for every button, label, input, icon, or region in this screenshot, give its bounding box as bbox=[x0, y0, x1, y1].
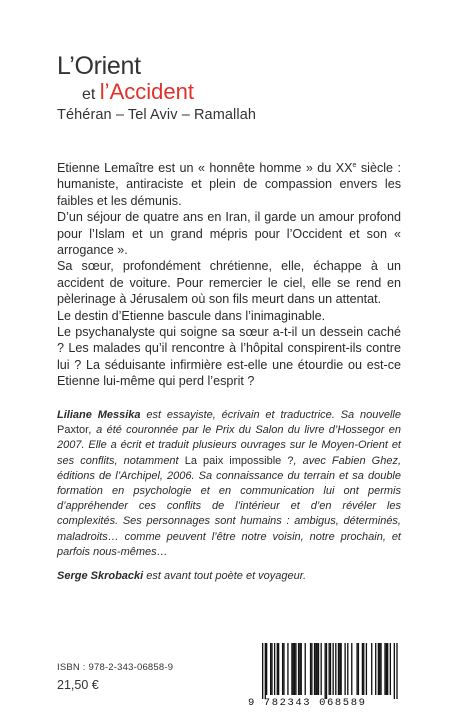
barcode-bar bbox=[283, 643, 284, 695]
barcode bbox=[248, 641, 400, 709]
barcode-bar bbox=[339, 643, 340, 695]
barcode-bar bbox=[371, 643, 372, 695]
barcode-bar bbox=[298, 643, 299, 695]
barcode-bar bbox=[329, 643, 330, 695]
barcode-bar bbox=[384, 643, 385, 695]
barcode-bar bbox=[330, 643, 331, 695]
barcode-bar bbox=[378, 643, 379, 695]
barcode-bar bbox=[332, 643, 333, 695]
author-name: Liliane Messika bbox=[57, 409, 141, 421]
synopsis-paragraph-1 bbox=[57, 160, 401, 209]
barcode-bar bbox=[318, 643, 319, 695]
book-title-paix: La paix impossible ? bbox=[184, 454, 294, 467]
barcode-bar bbox=[266, 643, 267, 695]
barcode-bar bbox=[265, 643, 266, 699]
synopsis-paragraph-5: Le psychanalyste qui soigne sa sœur a-t-il un dessein caché ? Les malades qu’il rencontre à l’hôpital conspirent-ils contre lui ? La séduisante infirmière est-elle une étourdie ou est-ce Etienne lui-même qui perd l’esprit ? bbox=[57, 325, 401, 389]
barcode-bar bbox=[366, 643, 367, 695]
barcode-bar bbox=[362, 643, 363, 695]
barcode-digits: 9 782343 068589 bbox=[248, 697, 367, 709]
barcode-bar bbox=[325, 643, 326, 699]
barcode-bar bbox=[390, 643, 391, 695]
synopsis-paragraph-3: Sa sœur, profondément chrétienne, elle, échappe à un accident de voiture. Pour remercier le ciel, elle se rend en pèlerinage à Jérusalem où son fils meurt dans un attentat. bbox=[57, 259, 401, 307]
barcode-bar bbox=[271, 643, 272, 695]
title-connector: et bbox=[82, 86, 100, 103]
book-title-paxtor: Paxtor bbox=[57, 424, 89, 437]
century-superscript: e bbox=[352, 161, 357, 169]
author-notes bbox=[57, 408, 401, 584]
barcode-bar bbox=[379, 643, 380, 695]
coauthor-name: Serge Skrobacki bbox=[57, 570, 144, 583]
synopsis-paragraph-4: Le destin d’Etienne bascule dans l’inimaginable. bbox=[57, 308, 326, 323]
barcode-bar bbox=[321, 643, 322, 695]
title-block bbox=[57, 52, 387, 123]
barcode-bar bbox=[299, 643, 300, 695]
barcode-bar bbox=[294, 643, 295, 695]
barcode-bar bbox=[387, 643, 388, 695]
title-subline bbox=[82, 80, 387, 107]
author-bio bbox=[57, 408, 401, 560]
barcode-bars-icon bbox=[248, 641, 400, 699]
barcode-bar bbox=[358, 643, 359, 695]
synopsis bbox=[57, 160, 401, 390]
barcode-bar bbox=[293, 643, 294, 695]
barcode-bar bbox=[295, 643, 296, 695]
barcode-bar bbox=[317, 643, 318, 695]
barcode-bar bbox=[394, 643, 395, 699]
barcode-bar bbox=[356, 643, 357, 695]
price: 21,50 € bbox=[57, 678, 99, 692]
barcode-bar bbox=[277, 643, 278, 695]
author-bio-part-2: , a été couronnée par le Prix du Salon du livre d’Hossegor en 2007. Elle a écrit et traduit plusieurs ouvrages sur le Moyen-Orient et ses conflits, notamment bbox=[57, 424, 401, 467]
barcode-bar bbox=[315, 643, 316, 695]
barcode-bar bbox=[305, 643, 306, 695]
barcode-bar bbox=[270, 643, 271, 695]
barcode-bar bbox=[291, 643, 292, 695]
title-places: Téhéran – Tel Aviv – Ramallah bbox=[57, 107, 257, 123]
barcode-bar bbox=[310, 643, 311, 695]
author-bio-part-3: , avec Fabien Ghez, éditions de l’Archipel, 2006. Sa connaissance du terrain et sa double formation en psychologie et en communication lui ont permis d’appréhender ces conflits de l’intérieur et d’en révéler les complexités. Ses personnages sont humains : ambigus, déterminés, maladroits… comme peuvent l’être notre voisin, notre prochain, et parfois nous-mêmes… bbox=[57, 454, 401, 558]
barcode-bar bbox=[301, 643, 302, 695]
barcode-bar bbox=[347, 643, 348, 695]
barcode-bar bbox=[262, 643, 263, 699]
barcode-bar bbox=[326, 643, 327, 699]
barcode-bar bbox=[274, 643, 275, 695]
barcode-bar bbox=[335, 643, 336, 695]
barcode-bar bbox=[380, 643, 381, 695]
barcode-bar bbox=[396, 643, 397, 699]
synopsis-paragraph-2: D’un séjour de quatre ans en Iran, il garde un amour profond pour l’Islam et un grand mépris pour l’Occident et son « arrogance ». bbox=[57, 210, 401, 258]
barcode-bar bbox=[338, 643, 339, 695]
barcode-bar bbox=[314, 643, 315, 695]
synopsis-p1-start: Etienne Lemaître est un « honnête homme » du XX bbox=[57, 161, 353, 175]
barcode-bar bbox=[278, 643, 279, 695]
barcode-bar bbox=[282, 643, 283, 695]
coauthor-text: est avant tout poète et voyageur. bbox=[143, 570, 307, 583]
barcode-bar bbox=[351, 643, 352, 695]
barcode-bar bbox=[311, 643, 312, 695]
barcode-bar bbox=[375, 643, 376, 695]
coauthor-bio bbox=[57, 569, 401, 584]
barcode-bar bbox=[344, 643, 345, 695]
barcode-bar bbox=[363, 643, 364, 695]
author-bio-part-1: est essayiste, écrivain et traductrice. Sa nouvelle bbox=[140, 409, 401, 421]
barcode-bar bbox=[287, 643, 288, 695]
title-accent: l’Accident bbox=[99, 79, 194, 104]
synopsis-p1-end: siècle : humaniste, antiraciste et plein de compassion envers les faibles et les démunis. bbox=[57, 161, 401, 208]
title-main: L’Orient bbox=[57, 52, 141, 80]
barcode-bar bbox=[340, 643, 341, 695]
barcode-bar bbox=[386, 643, 387, 695]
isbn-number: ISBN : 978-2-343-06858-9 bbox=[57, 662, 174, 673]
